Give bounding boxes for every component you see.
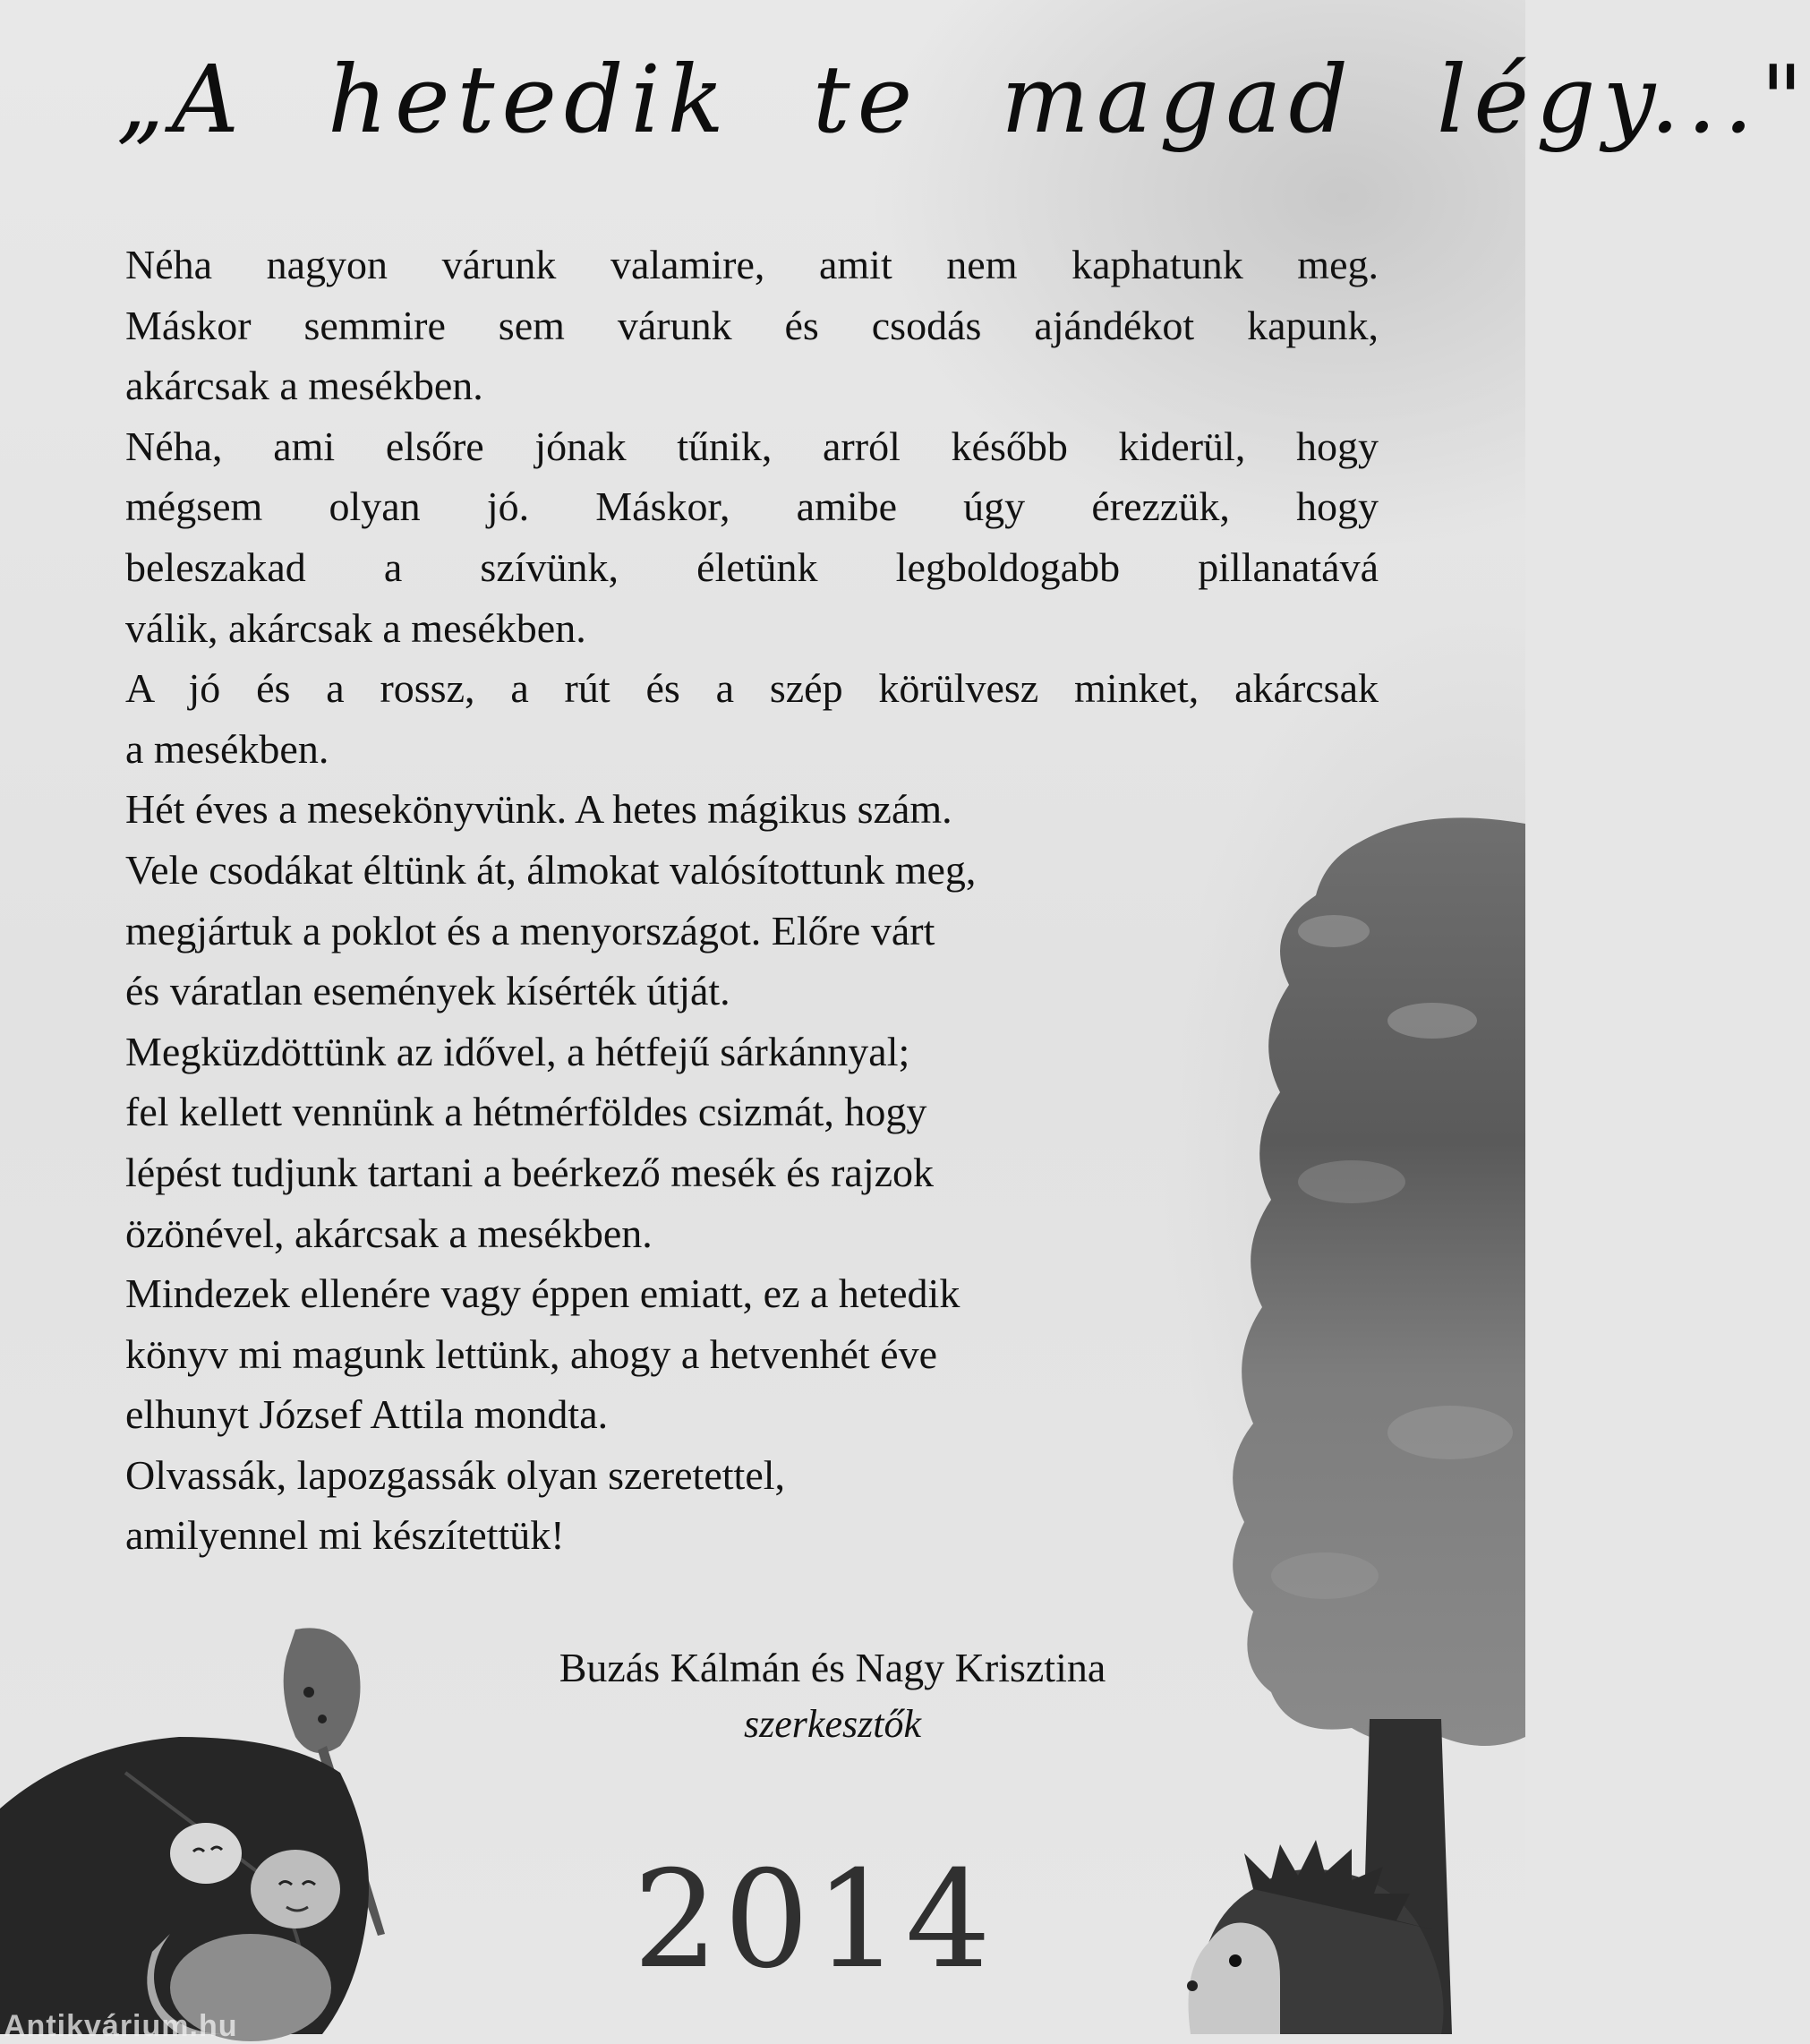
page-title: „A hetedik te magad légy..." (116, 45, 1810, 154)
text-line: özönével, akárcsak a mesékben. (125, 1210, 653, 1256)
text-line: könyv mi magunk lettünk, ahogy a hetvenhét éve (125, 1330, 937, 1377)
publication-year: 2014 (633, 1843, 996, 1998)
text-line: és váratlan események kísérték útját. (125, 968, 730, 1014)
text-line: lépést tudjunk tartani a beérkező mesék és rajzok (125, 1149, 935, 1195)
text-line: elhunyt József Attila mondta. (125, 1391, 609, 1438)
text-line: beleszakad a szívünk, életünk legboldogabb pillanatává (125, 543, 1379, 590)
editor-names: Buzás Kálmán és Nagy Krisztina (559, 1645, 1106, 1690)
text-line: Néha nagyon várunk valamire, amit nem kaphatunk meg. (125, 242, 1379, 287)
text-line: Néha, ami elsőre jónak tűnik, arról később kiderül, hogy (125, 423, 1379, 469)
watermark: Antikvárium.hu (4, 2009, 238, 2043)
preface-text (125, 235, 1379, 1566)
text-line: válik, akárcsak a mesékben. (125, 604, 586, 651)
text-line: Hét éves a mesekönyvünk. A hetes mágikus szám. (125, 786, 952, 833)
tree-illustration-icon (1217, 806, 1525, 2034)
text-line: megjártuk a poklot és a menyországot. Előre várt (125, 907, 935, 954)
text-line: Olvassák, lapozgassák olyan szeretettel, (125, 1451, 786, 1498)
text-line: Megküzdöttünk az idővel, a hétfejű sárkánnyal; (125, 1028, 910, 1074)
text-line: mégsem olyan jó. Máskor, amibe úgy érezzük, hogy (125, 483, 1379, 530)
text-line: Vele csodákat éltünk át, álmokat valósítottunk meg, (125, 846, 977, 893)
text-line: amilyennel mi készítettük! (125, 1512, 565, 1559)
leaf-shelter-illustration-icon (0, 1612, 430, 2034)
text-line: a mesékben. (125, 725, 329, 772)
text-line: Máskor semmire sem várunk és csodás ajándékot kapunk, (125, 302, 1379, 348)
editor-role: szerkesztők (744, 1702, 921, 1746)
text-line: A jó és a rossz, a rút és a szép körülvesz minket, akárcsak (125, 665, 1379, 712)
text-line: akárcsak a mesékben. (125, 363, 483, 409)
editors-signature (483, 1638, 1182, 1751)
text-line: fel kellett vennünk a hétmérföldes csizmát, hogy (125, 1089, 927, 1135)
text-line: Mindezek ellenére vagy éppen emiatt, ez a hetedik (125, 1270, 960, 1317)
